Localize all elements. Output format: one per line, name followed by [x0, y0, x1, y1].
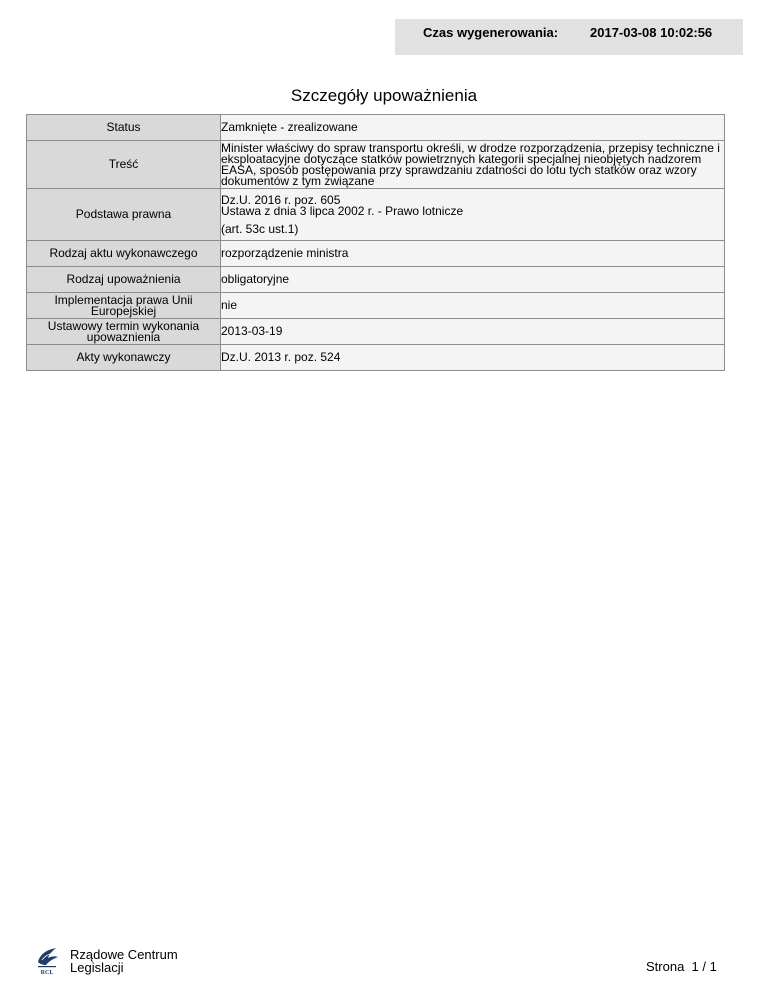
page-title: Szczegóły upoważnienia [290, 86, 478, 105]
legal-basis-journal: Dz.U. 2016 r. poz. 605 [221, 192, 341, 207]
table-row [27, 141, 725, 189]
deadline-label: Ustawowy termin wykonania upowaznienia [27, 319, 221, 345]
table-row [27, 115, 725, 141]
table-row [27, 189, 725, 241]
eu-implementation-value: nie [221, 293, 725, 319]
logo-text: RCL [40, 970, 54, 976]
organization-name [70, 948, 178, 974]
table-row [27, 293, 725, 319]
organization-line-1: Rządowe Centrum [70, 947, 178, 962]
act-type-label: Rodzaj aktu wykonawczego [27, 241, 221, 267]
legal-basis-value [221, 189, 725, 241]
status-label: Status [27, 115, 221, 141]
organization-line-2: Legislacji [70, 960, 124, 975]
table-row [27, 241, 725, 267]
status-value: Zamknięte - zrealizowane [221, 115, 725, 141]
page-label: Strona [646, 959, 685, 974]
table-row [27, 267, 725, 293]
page-number [646, 959, 717, 974]
content-label: Treść [27, 141, 221, 189]
generation-time-value: 2017-03-08 10:02:56 [590, 25, 713, 40]
act-type-value: rozporządzenie ministra [221, 241, 725, 267]
table-row [27, 345, 725, 371]
table-row [27, 319, 725, 345]
legal-basis-article: (art. 53c ust.1) [221, 221, 299, 236]
legal-basis-act: Ustawa z dnia 3 lipca 2002 r. - Prawo lotnicze [221, 203, 464, 218]
details-table [26, 114, 725, 371]
generation-time-box [395, 19, 743, 55]
eu-implementation-label: Implementacja prawa Unii Europejskiej [27, 293, 221, 319]
legal-basis-label: Podstawa prawna [27, 189, 221, 241]
authorization-type-value: obligatoryjne [221, 267, 725, 293]
executive-acts-value: Dz.U. 2013 r. poz. 524 [221, 345, 725, 371]
executive-acts-label: Akty wykonawczy [27, 345, 221, 371]
rcl-eagle-icon [34, 944, 60, 976]
page-value: 1 / 1 [691, 959, 717, 974]
generation-time-label: Czas wygenerowania: [423, 25, 559, 40]
deadline-value: 2013-03-19 [221, 319, 725, 345]
authorization-type-label: Rodzaj upoważnienia [27, 267, 221, 293]
content-value: Minister właściwy do spraw transportu określi, w drodze rozporządzenia, przepisy techniczne i eksploatacyjne dotyczące statków powietrznych kategorii specjalnej nieobjętych nadzorem EASA, sposób postępowania przy sprawdzaniu zdatności do lotu tych statków oraz wzory dokumentów z tym związane [221, 141, 725, 189]
